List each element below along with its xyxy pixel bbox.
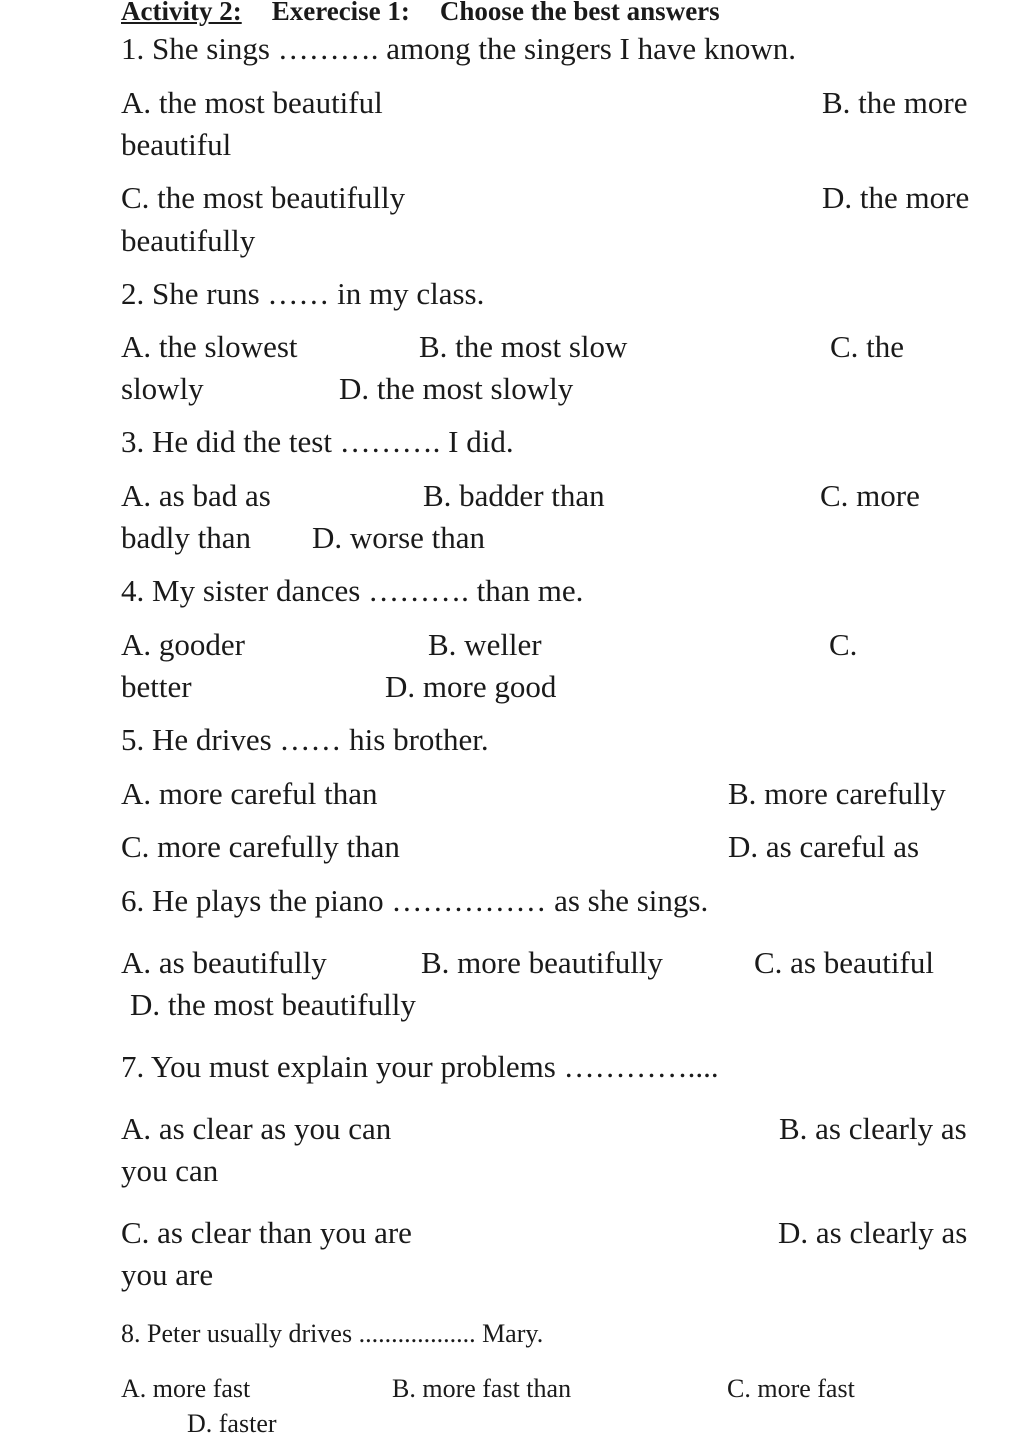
option-3c: C. more <box>820 478 920 513</box>
option-4c-continued: better <box>121 669 192 704</box>
option-1b: B. the more <box>822 85 968 120</box>
option-2b: B. the most slow <box>419 329 628 364</box>
option-1d: D. the more <box>822 180 970 215</box>
option-5c: C. more carefully than <box>121 829 400 864</box>
option-3b: B. badder than <box>423 478 605 513</box>
question-7-stem: 7. You must explain your problems ………….... <box>121 1049 719 1084</box>
question-1-stem: 1. She sings ………. among the singers I have known. <box>121 31 797 66</box>
option-1d-continued: beautifully <box>121 223 256 258</box>
exercise-label: Exerecise 1: <box>271 0 410 26</box>
option-7d-continued: you are <box>121 1257 214 1292</box>
option-1b-continued: beautiful <box>121 127 232 162</box>
option-4d: D. more good <box>385 669 557 704</box>
option-7b-continued: you can <box>121 1153 219 1188</box>
option-1c: C. the most beautifully <box>121 180 406 215</box>
option-7b: B. as clearly as <box>779 1111 967 1146</box>
option-4c: C. <box>829 627 858 662</box>
option-7a: A. as clear as you can <box>121 1111 392 1146</box>
question-6-stem: 6. He plays the piano …………… as she sings. <box>121 883 709 918</box>
option-3c-continued: badly than <box>121 520 251 555</box>
option-2c: C. the <box>830 329 905 364</box>
option-8b: B. more fast than <box>392 1374 572 1403</box>
option-7c: C. as clear than you are <box>121 1215 412 1250</box>
option-5a: A. more careful than <box>121 776 378 811</box>
option-8d: D. faster <box>187 1409 277 1438</box>
option-2a: A. the slowest <box>121 329 298 364</box>
option-3d: D. worse than <box>312 520 486 555</box>
option-4b: B. weller <box>428 627 542 662</box>
question-2-stem: 2. She runs …… in my class. <box>121 276 485 311</box>
option-2d: D. the most slowly <box>339 371 574 406</box>
option-2c-continued: slowly <box>121 371 204 406</box>
question-8-stem: 8. Peter usually drives .................. Mary. <box>121 1319 544 1348</box>
option-6d: D. the most beautifully <box>130 987 416 1022</box>
question-4-stem: 4. My sister dances ………. than me. <box>121 573 584 608</box>
option-6b: B. more beautifully <box>421 945 663 980</box>
option-8a: A. more fast <box>121 1374 251 1403</box>
option-1a: A. the most beautiful <box>121 85 383 120</box>
option-4a: A. gooder <box>121 627 245 662</box>
instruction-text: Choose the best answers <box>439 0 720 26</box>
option-5b: B. more carefully <box>728 776 946 811</box>
option-3a: A. as bad as <box>121 478 271 513</box>
question-3-stem: 3. He did the test ………. I did. <box>121 424 514 459</box>
activity-label: Activity 2: <box>121 0 242 26</box>
option-6a: A. as beautifully <box>121 945 327 980</box>
question-5-stem: 5. He drives …… his brother. <box>121 722 489 757</box>
option-5d: D. as careful as <box>728 829 920 864</box>
option-8c: C. more fast <box>727 1374 855 1403</box>
exercise-header <box>121 0 720 27</box>
option-6c: C. as beautiful <box>754 945 934 980</box>
option-7d: D. as clearly as <box>778 1215 968 1250</box>
